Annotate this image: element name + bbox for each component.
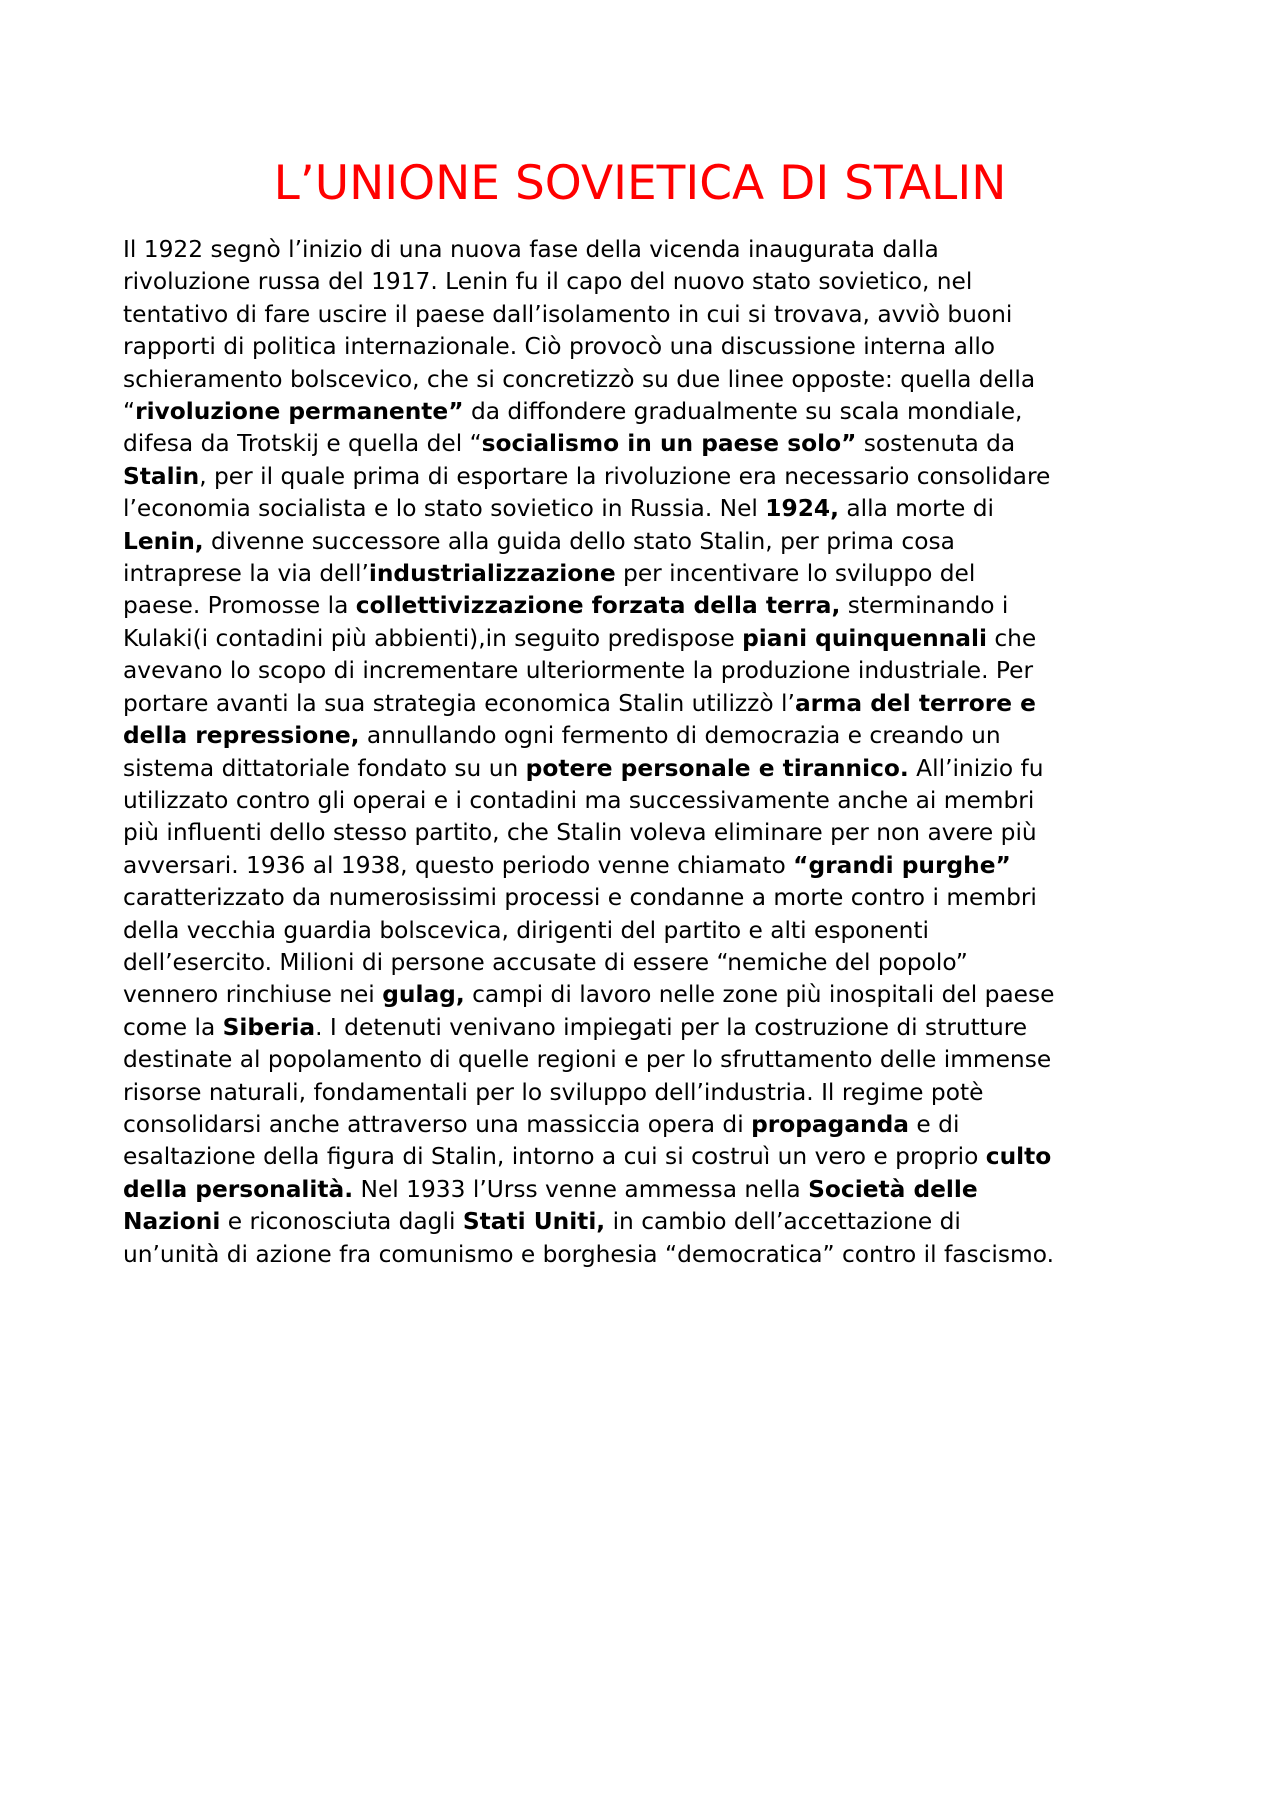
text-line [123, 655, 1203, 687]
bold-text: potere personale e tirannico. [525, 754, 909, 782]
text-segment: “ [123, 398, 136, 426]
text-segment: intraprese la via dell’ [123, 560, 369, 588]
text-segment: . I detenuti venivano impiegati per la costruzione di strutture [315, 1013, 1028, 1041]
bold-text: collettivizzazione forzata della terra, [355, 592, 841, 620]
text-segment: che [986, 624, 1037, 652]
bold-text: propaganda [751, 1110, 910, 1138]
text-segment: Il 1922 segnò l’inizio di una nuova fase della vicenda inaugurata dalla [123, 236, 939, 263]
bold-text: Stati Uniti, [462, 1208, 606, 1236]
body-paragraph [123, 234, 1203, 1271]
text-segment: sterminando i [840, 592, 1009, 620]
text-segment: consolidarsi anche attraverso una massiccia opera di [123, 1110, 752, 1138]
text-segment: esaltazione della figura di Stalin, intorno a cui si costruì un vero e proprio [123, 1143, 986, 1171]
text-line [123, 558, 1203, 590]
text-segment: Kulaki(i contadini più abbienti),in seguito predispose [123, 624, 743, 652]
text-segment: un’unità di azione fra comunismo e borghesia “democratica” contro il fascismo. [123, 1240, 1054, 1268]
bold-text: “grandi purghe” [793, 851, 1011, 879]
bold-text: 1924, [765, 495, 839, 523]
text-line [123, 979, 1203, 1011]
text-segment: campi di lavoro nelle zone più inospitali del paese [464, 981, 1055, 1009]
text-segment: , per il quale prima di esportare la rivoluzione era necessario consolidare [199, 462, 1051, 490]
text-line [123, 1239, 1203, 1271]
text-segment: più influenti dello stesso partito, che Stalin voleva eliminare per non avere più [123, 819, 1037, 847]
text-line [123, 1109, 1203, 1141]
bold-text: rivoluzione permanente” [135, 398, 464, 426]
text-segment: divenne successore alla guida dello stato Stalin, per prima cosa [203, 527, 955, 555]
text-segment: Nel 1933 l’Urss venne ammessa nella [353, 1175, 809, 1203]
bold-text: piani quinquennali [742, 624, 987, 652]
text-segment: da diffondere gradualmente su scala mondiale, [463, 398, 1023, 426]
text-segment: alla morte di [838, 495, 994, 523]
text-line [123, 915, 1203, 947]
text-segment: avversari. 1936 al 1938, questo periodo venne chiamato [123, 851, 794, 879]
text-segment: e riconosciuta dagli [220, 1208, 463, 1236]
bold-text: Siberia [222, 1013, 316, 1041]
bold-text: della personalità. [123, 1175, 354, 1203]
text-line [123, 493, 1203, 525]
text-line [123, 623, 1203, 655]
bold-text: Nazioni [123, 1208, 221, 1236]
text-segment: rapporti di politica internazionale. Ciò provocò una discussione interna allo [123, 333, 996, 361]
text-segment: l’economia socialista e lo stato sovietico in Russia. Nel [123, 495, 766, 523]
document-title: L’UNIONE SOVIETICA DI STALIN [273, 156, 1007, 211]
text-line [123, 266, 1203, 298]
bold-text: culto [985, 1143, 1052, 1171]
text-line [123, 1174, 1203, 1206]
text-segment: risorse naturali, fondamentali per lo sviluppo dell’industria. Il regime potè [123, 1078, 984, 1106]
text-line [123, 526, 1203, 558]
bold-text: della repressione, [123, 722, 360, 750]
bold-text: Lenin, [123, 527, 204, 555]
text-segment: portare avanti la sua strategia economica Stalin utilizzò l’ [123, 689, 795, 717]
text-line [123, 590, 1203, 622]
text-segment: rivoluzione russa del 1917. Lenin fu il capo del nuovo stato sovietico, nel [123, 268, 973, 296]
text-line [123, 331, 1203, 363]
text-line [123, 947, 1203, 979]
text-segment: sostenuta da [856, 430, 1016, 458]
text-line [123, 850, 1203, 882]
text-line [123, 817, 1203, 849]
text-segment: della vecchia guardia bolscevica, dirigenti del partito e alti esponenti [123, 916, 930, 944]
bold-text: arma del terrore e [794, 689, 1036, 717]
text-segment: caratterizzato da numerosissimi processi e condanne a morte contro i membri [123, 884, 1037, 912]
text-line [123, 299, 1203, 331]
text-line [123, 1077, 1203, 1109]
text-line [123, 1206, 1203, 1238]
text-segment: e di [909, 1110, 960, 1138]
text-line [123, 234, 1203, 266]
text-segment: destinate al popolamento di quelle regioni e per lo sfruttamento delle immense [123, 1046, 1052, 1074]
text-line [123, 364, 1203, 396]
bold-text: Stalin [123, 462, 200, 490]
bold-text: Società delle [808, 1175, 978, 1203]
text-segment: tentativo di fare uscire il paese dall’isolamento in cui si trovava, avviò buoni [123, 300, 1013, 328]
text-line [123, 882, 1203, 914]
text-line [123, 1012, 1203, 1044]
text-segment: come la [123, 1013, 223, 1041]
text-segment: All’inizio fu [908, 754, 1044, 782]
text-segment: vennero rinchiuse nei [123, 981, 383, 1009]
text-segment: per incentivare lo sviluppo del [615, 560, 976, 588]
text-line [123, 720, 1203, 752]
text-line [123, 1141, 1203, 1173]
text-segment: dell’esercito. Milioni di persone accusate di essere “nemiche del popolo” [123, 948, 968, 976]
text-segment: annullando ogni fermento di democrazia e creando un [359, 722, 1001, 750]
text-line [123, 1044, 1203, 1076]
text-line [123, 688, 1203, 720]
text-segment: in cambio dell’accettazione di [605, 1208, 961, 1236]
text-line [123, 461, 1203, 493]
bold-text: gulag, [382, 981, 465, 1009]
text-segment: sistema dittatoriale fondato su un [123, 754, 526, 782]
text-segment: avevano lo scopo di incrementare ulteriormente la produzione industriale. Per [123, 657, 1034, 685]
text-segment: difesa da Trotskij e quella del “ [123, 430, 482, 458]
text-line [123, 428, 1203, 460]
bold-text: socialismo in un paese solo” [481, 430, 857, 458]
bold-text: industrializzazione [368, 560, 616, 588]
text-segment: paese. Promosse la [123, 592, 356, 620]
text-line [123, 396, 1203, 428]
text-segment: utilizzato contro gli operai e i contadini ma successivamente anche ai membri [123, 786, 1035, 814]
text-line [123, 753, 1203, 785]
text-segment: schieramento bolscevico, che si concretizzò su due linee opposte: quella della [123, 365, 1036, 393]
text-line [123, 785, 1203, 817]
